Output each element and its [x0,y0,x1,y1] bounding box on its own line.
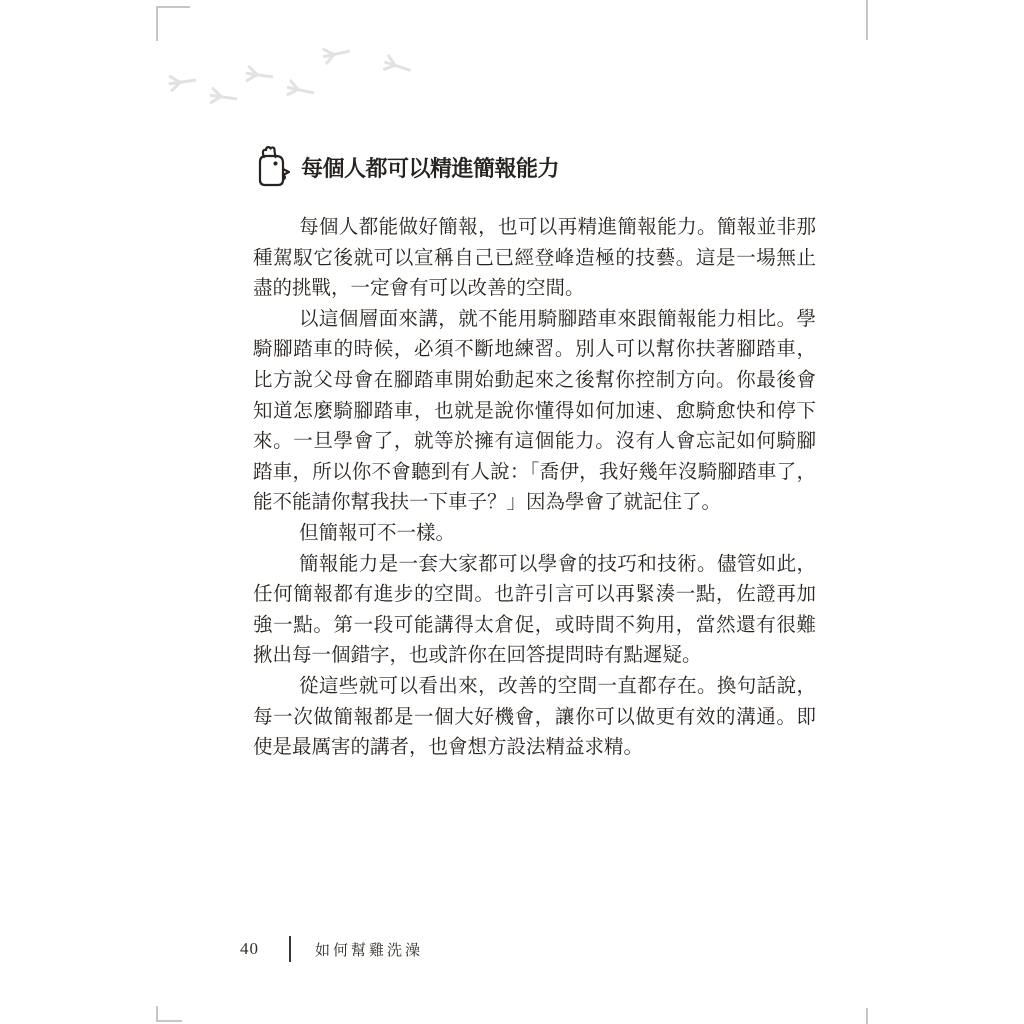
page-footer [240,936,423,962]
paragraph: 從這些就可以看出來，改善的空間一直都存在。換句話說，每一次做簡報都是一個大好機會，讓你可以做更有效的溝通。即使是最厲害的講者，也會想方設法精益求精。 [253,674,816,759]
paragraph: 以這個層面來講，就不能用騎腳踏車來跟簡報能力相比。學騎腳踏車的時候，必須不斷地練習。別人可以幫你扶著腳踏車，比方說父母會在腳踏車開始動起來之後幫你控制方向。你最後會知道怎麼騎腳踏車，也就是說你懂得如何加速、愈騎愈快和停下來。一旦學會了，就等於擁有這個能力。沒有人會忘記如何騎腳踏車，所以你不會聽到有人說：「喬伊，我好幾年沒騎腳踏車了，能不能請你幫我扶一下車子？」因為學會了就記住了。 [253,307,816,514]
paragraph: 每個人都能做好簡報，也可以再精進簡報能力。簡報並非那種駕馭它後就可以宣稱自己已經登峰造極的技藝。這是一場無止盡的挑戰，一定會有可以改善的空間。 [253,216,816,300]
paragraph: 但簡報可不一樣。 [299,521,456,544]
book-title: 如何幫雞洗澡 [315,942,424,959]
chicken-footprints-icon [158,36,422,114]
crop-mark-top-right [866,0,868,40]
page-number: 40 [240,939,259,958]
crop-mark-bottom-right [866,1008,868,1024]
chapter-header [254,146,559,188]
crop-mark-line [156,6,190,8]
footer-divider [289,936,291,962]
crop-mark-line [156,1020,182,1022]
chicken-head-icon [254,146,291,188]
body-text [253,212,816,763]
paragraph: 簡報能力是一套大家都可以學會的技巧和技術。儘管如此，任何簡報都有進步的空間。也許引言可以再緊湊一點，佐證再加強一點。第一段可能講得太倉促，或時間不夠用，當然還有很難揪出每一個錯字，也或許你在回答提問時有點遲疑。 [253,552,816,667]
chapter-title: 每個人都可以精進簡報能力 [301,155,560,181]
